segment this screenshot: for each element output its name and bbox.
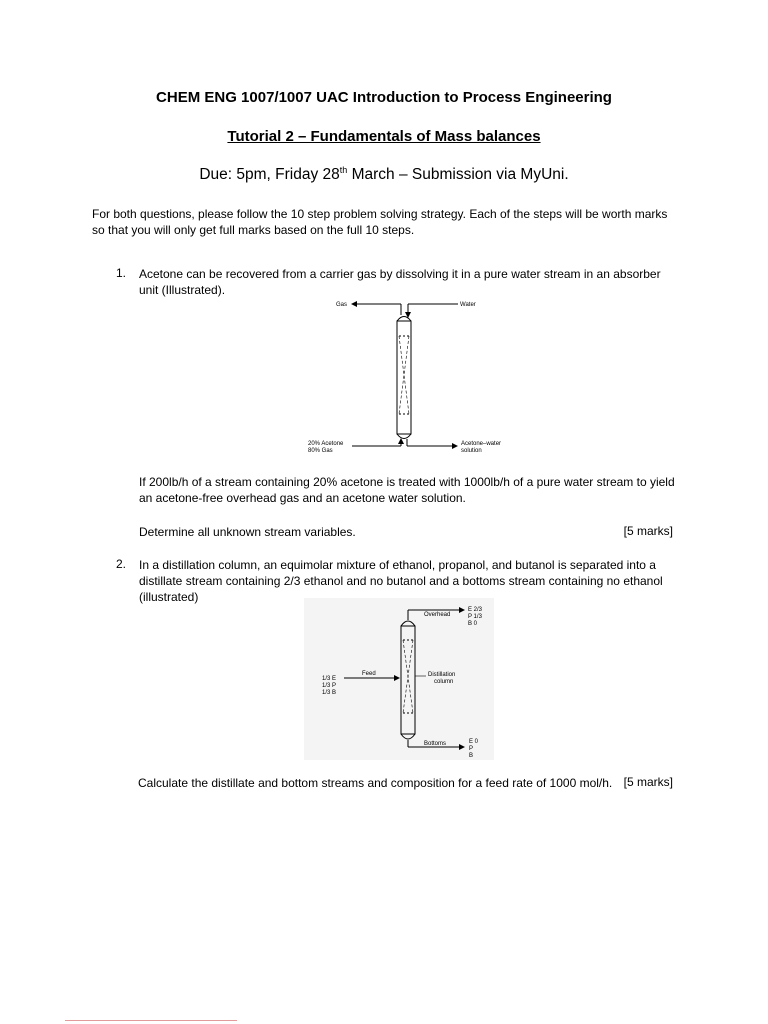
feed-label-line1: 20% Acetone [308, 441, 344, 447]
question-1-number: 1. [116, 266, 127, 280]
instructions-paragraph: For both questions, please follow the 10 step problem solving strategy. Each of the steps will be worth marks so that you will only get full marks based on the full 10 steps. [92, 207, 668, 237]
feed-inlet-stream [352, 439, 401, 446]
question-1-paragraph: If 200lb/h of a stream containing 20% acetone is treated with 1000lb/h of a pure water stream to yield an acetone-free overhead gas and an acetone water solution. [139, 475, 675, 505]
question-1-task: Determine all unknown stream variables. [139, 525, 356, 539]
feed-b-label: 1/3 B [322, 690, 337, 696]
absorber-diagram [300, 296, 520, 460]
gas-outlet-stream [352, 304, 401, 315]
due-prefix: Due: 5pm, Friday 28 [199, 166, 340, 183]
due-suffix: March – Submission via MyUni. [347, 166, 569, 183]
question-1-marks: [5 marks] [623, 524, 673, 538]
column-label-line1: Distillation [428, 672, 456, 678]
question-2-text: In a distillation column, an equimolar mixture of ethanol, propanol, and butanol is separated into a distillate stream containing 2/3 ethanol and no butanol and a bottoms stream containing no ethanol (illustrated) [139, 558, 663, 604]
question-1-text: Acetone can be recovered from a carrier gas by dissolving it in a pure water stream in an absorber unit (Illustrated). [139, 267, 661, 297]
overhead-e-label: E 2/3 [468, 607, 483, 613]
overhead-label: Overhead [424, 612, 451, 618]
bottoms-e-label: E 0 [469, 739, 479, 745]
document-title: CHEM ENG 1007/1007 UAC Introduction to Process Engineering [156, 89, 612, 106]
due-date [0, 166, 768, 184]
question-2-marks: [5 marks] [623, 775, 673, 789]
question-2-number: 2. [116, 557, 127, 571]
distillation-column [401, 621, 415, 739]
gas-label: Gas [336, 302, 348, 308]
absorber-column [397, 317, 411, 439]
feed-label: Feed [362, 671, 376, 677]
solution-outlet-stream [407, 439, 457, 446]
water-label: Water [460, 302, 476, 308]
solution-label-line1: Acetone–water [461, 441, 502, 447]
overhead-p-label: P 1/3 [468, 614, 482, 620]
bottoms-p-label: P [469, 746, 474, 752]
feed-label-line2: 80% Gas [308, 448, 333, 454]
feed-p-label: 1/3 P [322, 683, 337, 689]
feed-e-label: 1/3 E [322, 676, 337, 682]
due-superscript: th [339, 164, 348, 175]
solution-label-line2: solution [461, 448, 482, 454]
bottoms-label: Bottoms [424, 741, 447, 747]
distillation-diagram [304, 598, 494, 760]
overhead-b-label: B 0 [468, 621, 478, 627]
footer-underline [65, 1020, 237, 1021]
bottoms-b-label: B [469, 753, 474, 759]
tutorial-subtitle: Tutorial 2 – Fundamentals of Mass balances [227, 128, 541, 145]
water-inlet-stream [408, 304, 458, 317]
question-2-task: Calculate the distillate and bottom streams and composition for a feed rate of 1000 mol/h. [138, 776, 613, 790]
column-label-line2: column [434, 679, 454, 685]
